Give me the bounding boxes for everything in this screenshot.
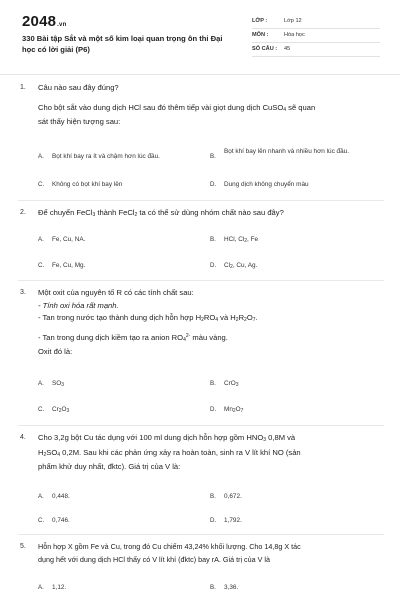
text-segment: Cr — [52, 406, 59, 413]
subscript: 2 — [134, 212, 138, 218]
text-segment: Mn — [224, 406, 233, 413]
text-segment: - Tan trong dung dịch kiềm tạo ra anion RO — [38, 332, 184, 342]
subscript: 3 — [263, 437, 267, 443]
subscript: 2 — [235, 317, 239, 323]
subscript: 3 — [92, 212, 96, 218]
question-number: 3. — [20, 289, 26, 296]
option-text: 0,746. — [52, 517, 70, 524]
meta-subject — [252, 30, 380, 43]
subscript: 7 — [252, 317, 256, 323]
option-letter: D. — [210, 262, 217, 269]
option-letter: B. — [210, 153, 216, 160]
text-segment: O — [235, 406, 241, 413]
logo-tld: .vn — [57, 22, 67, 28]
question-number: 5. — [20, 543, 26, 550]
question-number: 4. — [20, 434, 26, 441]
text-segment: R — [238, 313, 245, 322]
question-line: phẩm khử duy nhất, đktc). Giá trị của V là: — [38, 462, 181, 471]
question-line: Một oxit của nguyên tố R có các tính chất sau: — [38, 288, 194, 297]
text-segment: RO — [203, 313, 216, 322]
question-line — [38, 312, 383, 327]
question-divider — [18, 200, 384, 201]
text-segment: 0,2M. Sau khi các phản ứng xảy ra hoàn toàn, sinh ra V lít khí NO (sản — [60, 447, 301, 457]
text-segment: O — [246, 313, 253, 322]
text-segment: Để chuyển FeCl — [38, 208, 93, 217]
meta-count-value: 45 — [284, 46, 291, 52]
question-divider — [18, 534, 384, 535]
question-line — [38, 330, 383, 347]
option-letter: C. — [38, 181, 45, 188]
meta-class-label: LỚP : — [252, 18, 268, 24]
text-segment: SO — [46, 447, 58, 457]
question-line — [38, 102, 383, 117]
question-line: Hỗn hợp X gồm Fe và Cu, trong đó Cu chiếm 43,24% khối lượng. Cho 14,8g X tác — [38, 542, 301, 551]
subscript: 2 — [58, 408, 62, 414]
question-line — [38, 447, 383, 462]
option-text: Bọt khí bay lên nhanh và nhiều hơn lúc đầu. — [224, 148, 349, 155]
document-title: 330 Bài tập Sắt và một số kim loại quan trọng ôn thi Đại học có lời giải (P6) — [22, 34, 223, 54]
question-line: Oxit đó là: — [38, 347, 73, 356]
question-line: dụng hết với dung dịch HCl thấy có V lít khí (đktc) bay rA. Giá trị của V là — [38, 554, 271, 564]
text-segment: , Cu, Ag. — [232, 262, 258, 269]
text-segment: O — [61, 406, 67, 413]
text-segment: và H — [218, 313, 236, 322]
text-segment: Cl — [224, 262, 231, 269]
option-text: 1,792. — [224, 517, 242, 524]
option-text — [224, 261, 374, 272]
superscript: 2- — [185, 332, 191, 339]
option-letter: B. — [210, 584, 216, 591]
subscript: 4 — [283, 106, 287, 113]
subscript: 3 — [235, 382, 239, 388]
option-letter: A. — [38, 584, 44, 591]
question-line — [38, 432, 383, 447]
option-letter: C. — [38, 406, 45, 413]
text-segment: Cho 3,2g bột Cu tác dụng với 100 ml dung dịch hỗn hợp gồm HNO — [38, 433, 264, 442]
text-segment: Cho bột sắt vào dung dịch HCl sau đó thêm tiếp vài giọt dung dịch CuSO — [38, 102, 284, 112]
subscript: 2 — [230, 264, 233, 270]
question-line: sát thấy hiện tượng sau: — [38, 117, 121, 126]
question-number: 2. — [20, 209, 26, 216]
subscript: 7 — [240, 408, 244, 414]
question-divider — [18, 425, 384, 426]
question-text — [38, 287, 383, 359]
text-segment: SO — [52, 380, 62, 387]
option-letter: D. — [210, 406, 217, 413]
meta-class-value: Lớp 12 — [284, 18, 302, 24]
option-text: Không có bọt khí bay lên — [52, 181, 123, 188]
question-line: Câu nào sau đây đúng? — [38, 83, 119, 92]
subscript: 2 — [244, 238, 248, 244]
option-text — [52, 405, 202, 416]
option-text — [52, 379, 202, 390]
meta-subject-value: Hóa học — [284, 32, 305, 38]
text-segment: thành FeCl — [95, 208, 135, 217]
text-segment: H — [38, 447, 44, 457]
option-letter: B. — [210, 493, 216, 500]
question-divider — [18, 280, 384, 281]
text-segment: màu vàng. — [190, 332, 228, 342]
option-text: Fe, Cu, Mg. — [52, 262, 86, 269]
option-text — [224, 235, 374, 246]
question-text — [38, 432, 383, 474]
subscript: 4 — [183, 336, 186, 343]
question-text — [38, 541, 383, 566]
option-letter: B. — [210, 380, 216, 387]
subscript: 2 — [201, 317, 204, 323]
site-logo[interactable] — [22, 13, 66, 30]
meta-count-label: SỐ CÂU : — [252, 46, 278, 52]
text-segment: CrO — [224, 380, 236, 387]
option-letter: C. — [38, 262, 45, 269]
option-letter: A. — [38, 380, 44, 387]
question-line: - Tính oxi hóa rất mạnh. — [38, 300, 119, 310]
option-letter: A. — [38, 236, 44, 243]
option-text: 0,448. — [52, 493, 70, 500]
option-text: Dung dịch không chuyển màu — [224, 181, 309, 188]
option-text: Fe, Cu, NA. — [52, 236, 86, 243]
text-segment: . — [255, 313, 258, 322]
option-text — [224, 405, 374, 416]
subscript: 4 — [215, 317, 219, 323]
option-text: 3,36. — [224, 584, 239, 591]
option-letter: B. — [210, 236, 216, 243]
text-segment: ta có thể sử dùng nhóm chất nào sau đây? — [137, 208, 284, 217]
option-letter: D. — [210, 517, 217, 524]
text-segment: HCl, Cl — [224, 236, 245, 243]
text-segment: 0,8M và — [266, 433, 296, 442]
option-text: 1,12. — [52, 584, 67, 591]
option-text: 0,672. — [224, 493, 242, 500]
meta-subject-label: MÔN : — [252, 32, 269, 38]
meta-count — [252, 44, 380, 57]
text-segment: - Tan trong nước tạo thành dung dịch hỗn hợp H — [38, 313, 202, 322]
option-letter: D. — [210, 181, 217, 188]
header-divider — [0, 74, 400, 75]
text-segment: , Fe — [247, 236, 259, 243]
option-text — [224, 379, 374, 390]
option-letter: C. — [38, 517, 45, 524]
option-letter: A. — [38, 493, 44, 500]
subscript: 3 — [61, 382, 65, 388]
question-number: 1. — [20, 84, 26, 91]
subscript: 3 — [66, 408, 70, 414]
question-text — [38, 207, 383, 222]
subscript: 4 — [57, 451, 61, 458]
header — [0, 0, 400, 74]
logo-main: 2048 — [22, 13, 57, 30]
option-text: Bọt khí bay ra ít và chậm hơn lúc đầu. — [52, 153, 160, 160]
subscript: 2 — [232, 408, 236, 414]
text-segment: sẽ quan — [286, 102, 316, 112]
subscript: 2 — [43, 451, 47, 458]
subscript: 2 — [244, 317, 247, 323]
question-text — [38, 82, 383, 129]
option-letter: A. — [38, 153, 44, 160]
meta-class — [252, 16, 380, 29]
